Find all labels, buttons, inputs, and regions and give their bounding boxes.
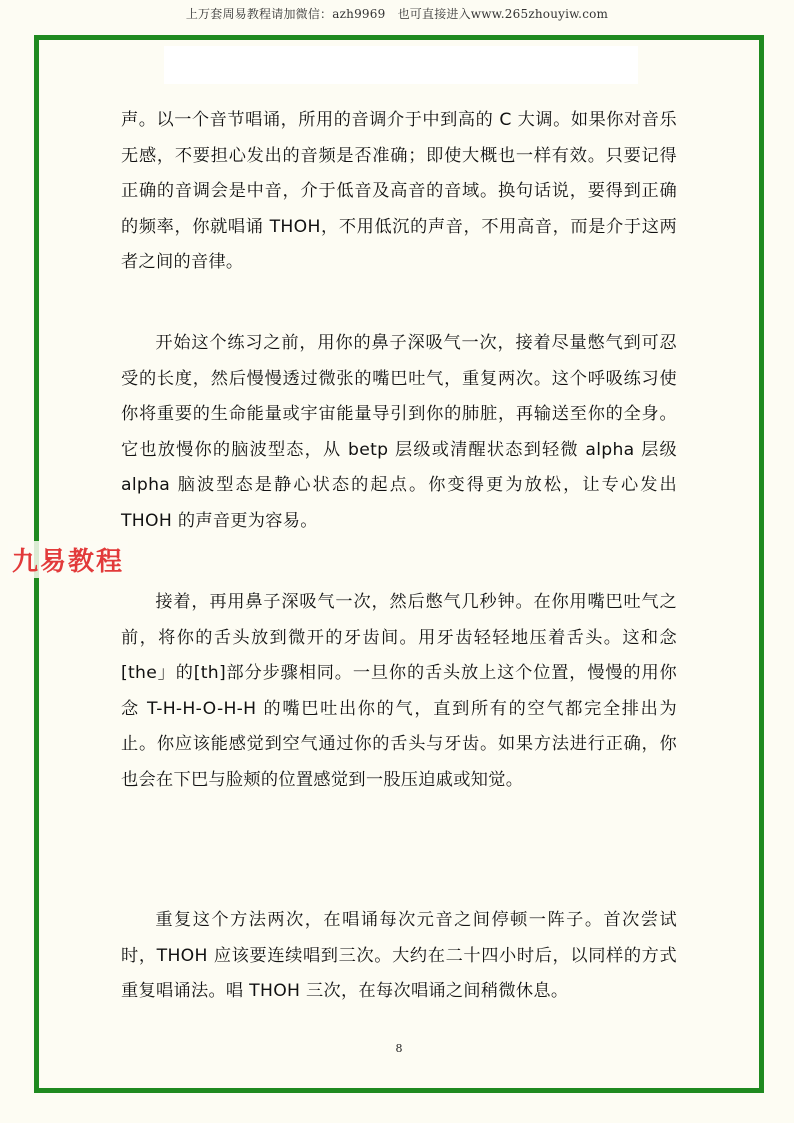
paragraph-2: 开始这个练习之前，用你的鼻子深吸气一次，接着尽量憋气到可忍受的长度，然后慢慢透过微张的嘴巴吐气，重复两次。这个呼吸练习使你将重要的生命能量或宇宙能量导引到你的肺脏，再输送至你的全身。它也放慢你的脑波型态，从 betp 层级或清醒状态到轻微 alpha 层级 alpha 脑波型态是静心状态的起点。你变得更为放松，让专心发出 THOH 的声音更为容易。: [121, 333, 677, 531]
page-number: 8: [395, 1042, 403, 1055]
watermark-logo: 九易教程: [8, 541, 128, 578]
paragraph-4: 重复这个方法两次，在唱诵每次元音之间停顿一阵子。首次尝试时，THOH 应该要连续唱到三次。大约在二十四小时后，以同样的方式重复唱诵法。唱 THOH 三次，在每次唱诵之间稍微休息。: [121, 910, 677, 1001]
page-frame: [34, 35, 764, 1093]
header-blank-box: [164, 46, 638, 84]
paragraph-3: 接着，再用鼻子深吸气一次，然后憋气几秒钟。在你用嘴巴吐气之前，将你的舌头放到微开的牙齿间。用牙齿轻轻地压着舌头。这和念[the」的[th]部分步骤相同。一旦你的舌头放上这个位置，慢慢的用你念 T-H-H-O-H-H 的嘴巴吐出你的气，直到所有的空气都完全排出为止。你应该能感觉到空气通过你的舌头与牙齿。如果方法进行正确，你也会在下巴与脸颊的位置感觉到一股压迫戚或知觉。: [121, 592, 677, 790]
top-banner: 上万套周易教程请加微信：azh9969 也可直接进入www.265zhouyiw.com: [185, 7, 609, 21]
paragraph-1: 声。以一个音节唱诵，所用的音调介于中到高的 C 大调。如果你对音乐无感，不要担心发出的音频是否准确；即使大概也一样有效。只要记得正确的音调会是中音，介于低音及高音的音域。换句话说，要得到正确的频率，你就唱诵 THOH，不用低沉的声音，不用高音，而是介于这两者之间的音律。: [121, 110, 677, 272]
